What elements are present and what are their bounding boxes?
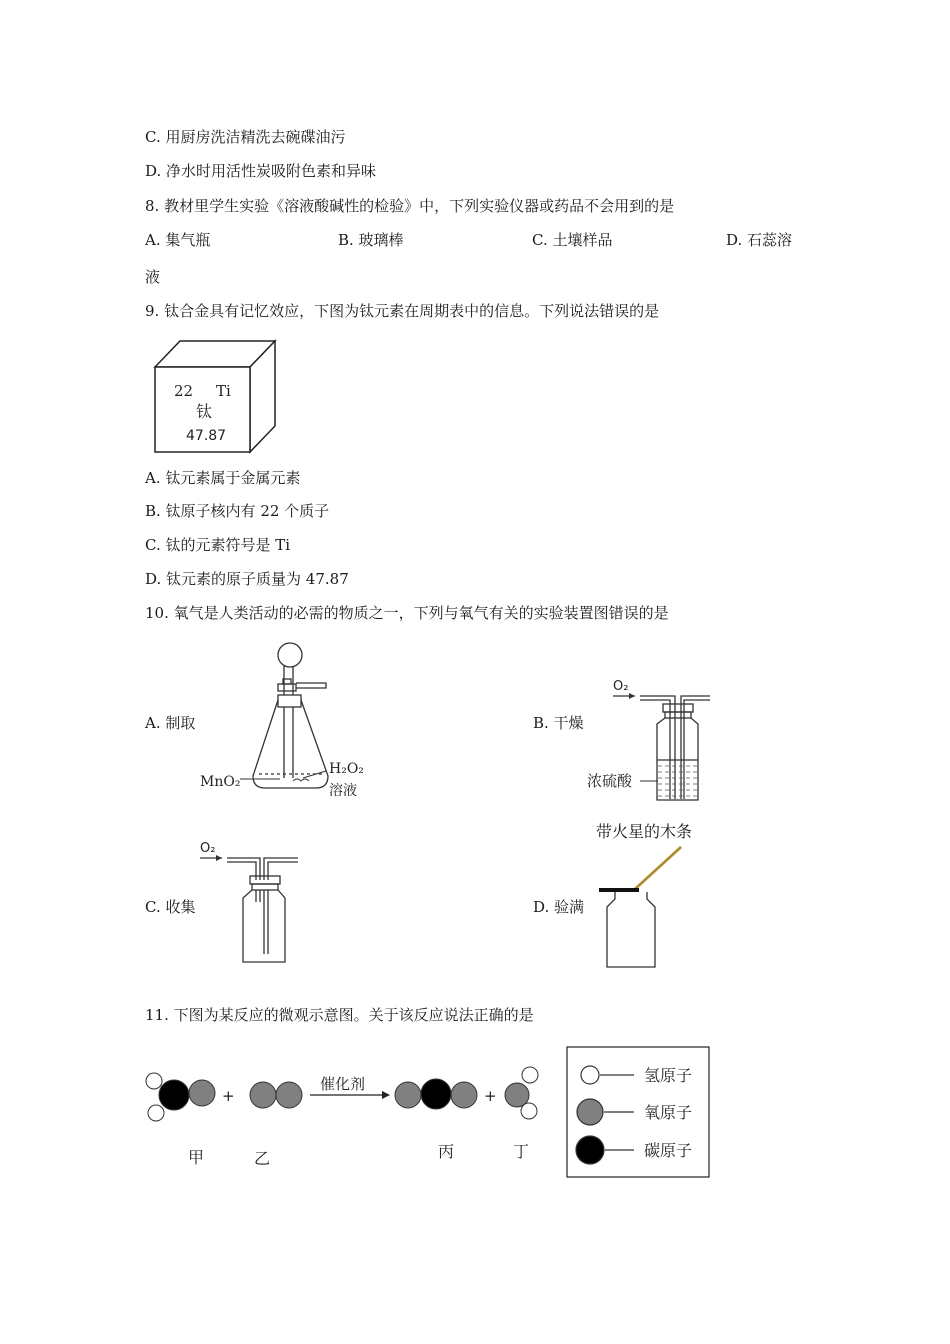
label-conc-sulfuric-acid: 浓硫酸 xyxy=(587,772,633,790)
reaction-micro-diagram xyxy=(140,1043,560,1173)
card-element-name: 钛 xyxy=(196,402,213,421)
q8-option-d-wrap: 液 xyxy=(145,268,161,286)
q9-stem: 9. 钛合金具有记忆效应，下图为钛元素在周期表中的信息。下列说法错误的是 xyxy=(145,302,660,320)
q10-label-a: A. 制取 xyxy=(145,714,196,732)
label-glowing-splint: 带火星的木条 xyxy=(596,822,693,841)
atom-legend xyxy=(566,1046,712,1180)
label-solution: 溶液 xyxy=(329,783,357,799)
q8-option-a: A. 集气瓶 xyxy=(145,231,211,249)
q10-label-c: C. 收集 xyxy=(145,898,196,916)
q7-option-d: D. 净水时用活性炭吸附色素和异味 xyxy=(145,162,377,180)
q8-option-b: B. 玻璃棒 xyxy=(338,231,404,249)
card-atomic-number: 22 xyxy=(174,382,194,400)
q10-stem: 10. 氧气是人类活动的必需的物质之一，下列与氧气有关的实验装置图错误的是 xyxy=(145,604,669,622)
molecule-jia xyxy=(146,1073,215,1121)
titanium-element-card xyxy=(150,336,280,456)
molecule-yi xyxy=(250,1082,302,1108)
q8-option-d: D. 石蕊溶 xyxy=(726,231,793,249)
label-o2-c: O₂ xyxy=(200,841,216,856)
molecule-ding xyxy=(505,1067,538,1119)
apparatus-c-collection xyxy=(198,836,308,966)
label-jia: 甲 xyxy=(188,1148,205,1167)
hydrogen-atom-icon xyxy=(581,1066,599,1084)
q11-stem: 11. 下图为某反应的微观示意图。关于该反应说法正确的是 xyxy=(145,1006,534,1024)
catalyst-label: 催化剂 xyxy=(320,1075,366,1093)
card-symbol: Ti xyxy=(216,382,231,400)
plus-sign-1: + xyxy=(222,1087,235,1105)
q7-option-c: C. 用厨房洗洁精洗去碗碟油污 xyxy=(145,128,346,146)
carbon-atom-icon xyxy=(576,1136,604,1164)
legend-carbon: 碳原子 xyxy=(644,1141,693,1160)
q9-option-c: C. 钛的元素符号是 Ti xyxy=(145,536,291,554)
apparatus-b-drying xyxy=(585,674,720,804)
reaction-arrow-icon xyxy=(382,1091,390,1099)
oxygen-atom-icon xyxy=(577,1099,603,1125)
q8-option-c: C. 土壤样品 xyxy=(532,231,613,249)
label-bing: 丙 xyxy=(438,1142,455,1161)
plus-sign-2: + xyxy=(484,1087,497,1105)
label-h2o2: H₂O₂ xyxy=(329,761,364,777)
molecule-bing xyxy=(395,1079,477,1109)
q8-stem: 8. 教材里学生实验《溶液酸碱性的检验》中，下列实验仪器或药品不会用到的是 xyxy=(145,197,675,215)
card-atomic-mass: 47.87 xyxy=(186,428,227,444)
apparatus-a-generation xyxy=(198,638,378,803)
label-mno2: MnO₂ xyxy=(200,774,241,790)
label-o2-b: O₂ xyxy=(613,679,629,694)
q9-option-b: B. 钛原子核内有 22 个质子 xyxy=(145,502,330,520)
legend-hydrogen: 氢原子 xyxy=(644,1066,693,1085)
label-yi: 乙 xyxy=(254,1149,271,1168)
apparatus-d-verify-full xyxy=(595,845,695,973)
q10-label-d: D. 验满 xyxy=(533,898,585,916)
label-ding: 丁 xyxy=(513,1142,530,1161)
q9-option-a: A. 钛元素属于金属元素 xyxy=(145,469,301,487)
legend-oxygen: 氧原子 xyxy=(644,1103,693,1122)
q10-label-b: B. 干燥 xyxy=(533,714,584,732)
q9-option-d: D. 钛元素的原子质量为 47.87 xyxy=(145,570,349,588)
